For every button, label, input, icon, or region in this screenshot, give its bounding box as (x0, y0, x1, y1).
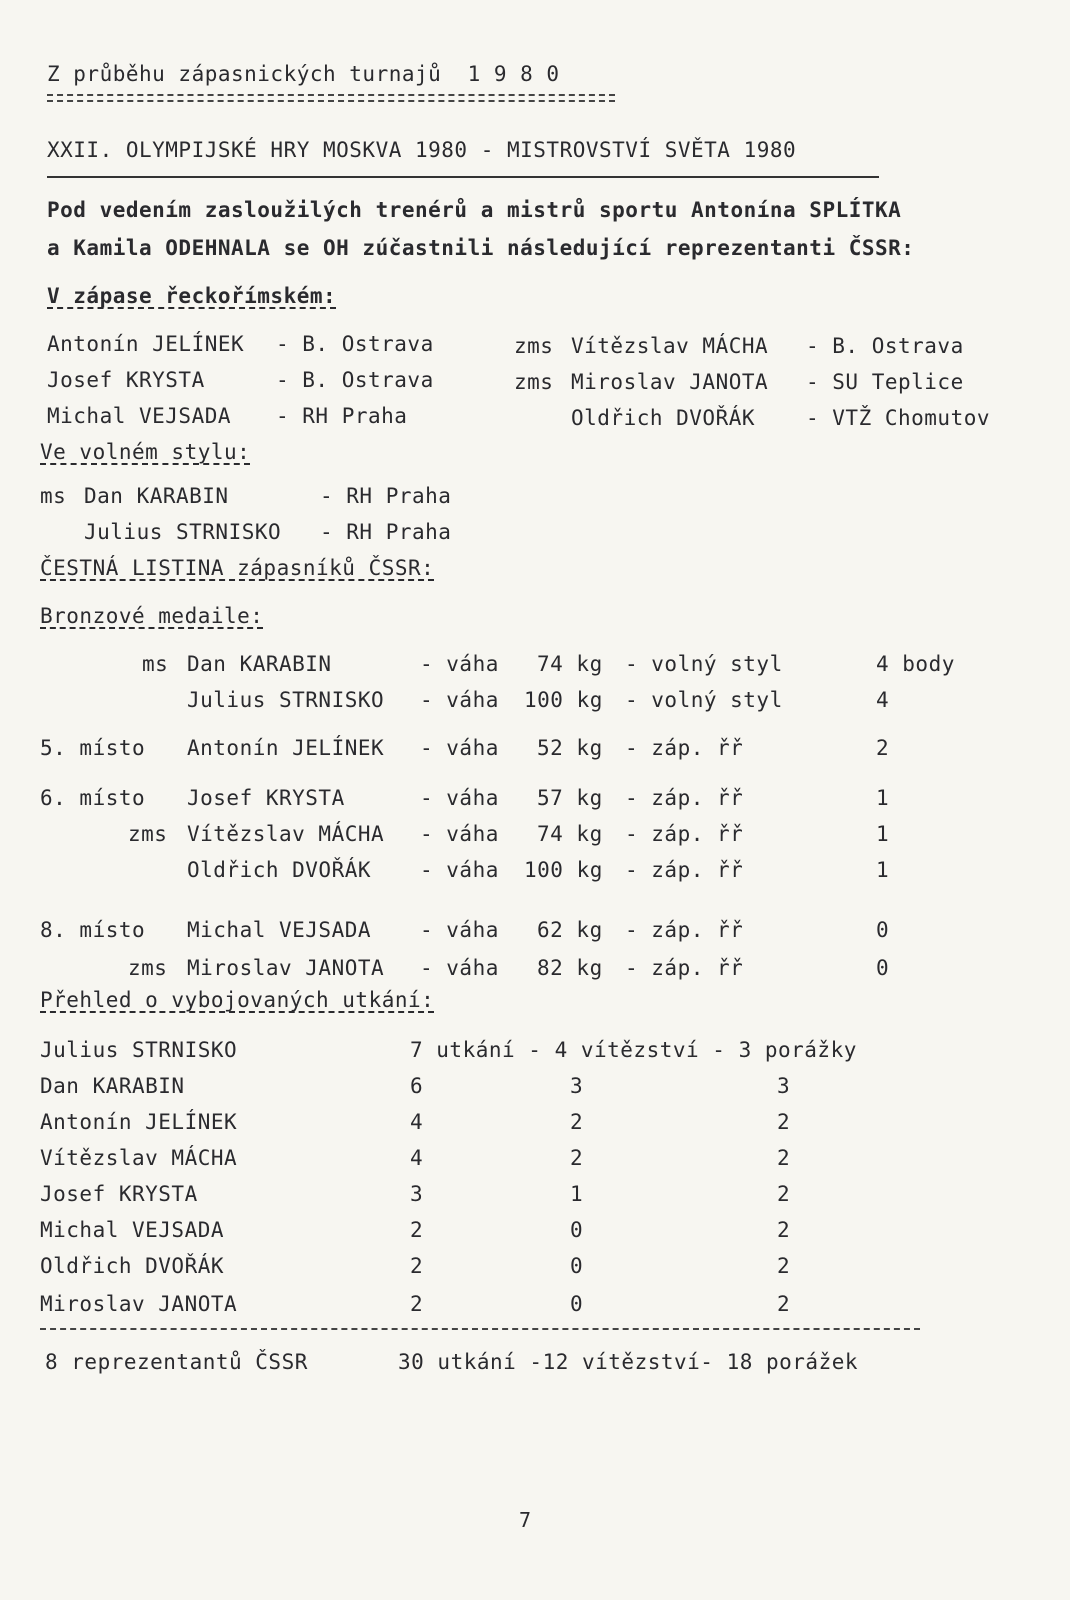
greco-right-name: Oldřich DVOŘÁK (571, 406, 756, 430)
greco-right-name: Vítězslav MÁCHA (571, 334, 769, 358)
title-double-rule (47, 94, 615, 102)
overview-heading: Přehled o vybojovaných utkání: (40, 988, 435, 1012)
overview-name: Oldřich DVOŘÁK (40, 1254, 225, 1278)
result-points: 0 (876, 918, 890, 942)
result-weight-label: - váha (420, 822, 499, 846)
overview-name: Vítězslav MÁCHA (40, 1146, 238, 1170)
document-title: Z průběhu zápasnických turnajů 1 9 8 0 (47, 62, 560, 86)
result-style: - volný styl (625, 652, 783, 676)
result-name: Miroslav JANOTA (187, 956, 385, 980)
result-prefix: zms (128, 956, 168, 980)
result-weight: 74 kg (537, 822, 603, 846)
result-weight: 57 kg (537, 786, 603, 810)
overview-name: Josef KRYSTA (40, 1182, 198, 1206)
overview-matches: 6 (410, 1074, 424, 1098)
freestyle-heading: Ve volném stylu: (40, 440, 251, 464)
result-weight-label: - váha (420, 918, 499, 942)
result-points: 1 (876, 786, 890, 810)
freestyle-name: Dan KARABIN (84, 484, 229, 508)
result-place: 6. místo (40, 786, 146, 810)
freestyle-prefix: ms (40, 484, 67, 508)
greco-right-club: - VTŽ Chomutov (806, 406, 991, 430)
overview-matches: 4 (410, 1146, 424, 1170)
result-style: - záp. řř (625, 786, 744, 810)
overview-name: Dan KARABIN (40, 1074, 185, 1098)
subtitle-rule (47, 176, 879, 178)
result-weight: 62 kg (537, 918, 603, 942)
result-name: Vítězslav MÁCHA (187, 822, 385, 846)
result-name: Dan KARABIN (187, 652, 332, 676)
result-weight: 100 kg (524, 688, 603, 712)
result-points: 4 body (876, 652, 955, 676)
result-weight-label: - váha (420, 858, 499, 882)
intro-line-1: Pod vedením zasloužilých trenérů a mistrů sportu Antonína SPLÍTKA (47, 198, 902, 222)
result-weight-label: - váha (420, 786, 499, 810)
result-weight-label: - váha (420, 736, 499, 760)
overview-losses: 2 (777, 1110, 791, 1134)
overview-losses: 2 (777, 1292, 791, 1316)
freestyle-club: - RH Praha (320, 520, 452, 544)
result-points: 4 (876, 688, 890, 712)
overview-matches: 2 (410, 1218, 424, 1242)
freestyle-name: Julius STRNISKO (84, 520, 282, 544)
greco-right-name: Miroslav JANOTA (571, 370, 769, 394)
overview-name: Julius STRNISKO (40, 1038, 238, 1062)
overview-matches: 4 (410, 1110, 424, 1134)
result-weight-label: - váha (420, 956, 499, 980)
overview-summary: 7 utkání - 4 vítězství - 3 porážky (410, 1038, 857, 1062)
result-style: - záp. řř (625, 956, 744, 980)
overview-matches: 3 (410, 1182, 424, 1206)
overview-name: Antonín JELÍNEK (40, 1110, 238, 1134)
overview-wins: 2 (570, 1146, 584, 1170)
result-place: 5. místo (40, 736, 146, 760)
greco-left-club: - B. Ostrava (276, 332, 434, 356)
greco-right-prefix: zms (514, 370, 554, 394)
greco-right-club: - SU Teplice (806, 370, 964, 394)
overview-losses: 2 (777, 1146, 791, 1170)
result-place: 8. místo (40, 918, 146, 942)
result-name: Julius STRNISKO (187, 688, 385, 712)
result-weight: 52 kg (537, 736, 603, 760)
overview-losses: 3 (777, 1074, 791, 1098)
result-weight-label: - váha (420, 652, 499, 676)
result-weight-label: - váha (420, 688, 499, 712)
total-summary: 30 utkání -12 vítězství- 18 porážek (398, 1350, 859, 1374)
result-points: 1 (876, 822, 890, 846)
greco-left-name: Josef KRYSTA (47, 368, 205, 392)
result-style: - volný styl (625, 688, 783, 712)
result-points: 2 (876, 736, 890, 760)
bronze-heading: Bronzové medaile: (40, 604, 264, 628)
overview-name: Michal VEJSADA (40, 1218, 225, 1242)
overview-matches: 2 (410, 1292, 424, 1316)
result-name: Oldřich DVOŘÁK (187, 858, 372, 882)
result-style: - záp. řř (625, 736, 744, 760)
overview-wins: 3 (570, 1074, 584, 1098)
result-points: 0 (876, 956, 890, 980)
result-points: 1 (876, 858, 890, 882)
greco-left-name: Michal VEJSADA (47, 404, 232, 428)
overview-wins: 0 (570, 1254, 584, 1278)
overview-wins: 0 (570, 1218, 584, 1242)
greco-heading: V zápase řeckořímském: (47, 284, 337, 308)
result-style: - záp. řř (625, 858, 744, 882)
result-name: Michal VEJSADA (187, 918, 372, 942)
overview-wins: 1 (570, 1182, 584, 1206)
greco-right-prefix: zms (514, 334, 554, 358)
greco-left-name: Antonín JELÍNEK (47, 332, 245, 356)
intro-line-2: a Kamila ODEHNALA se OH zúčastnili následující reprezentanti ČSSR: (47, 236, 915, 260)
freestyle-club: - RH Praha (320, 484, 452, 508)
overview-losses: 2 (777, 1218, 791, 1242)
result-weight: 74 kg (537, 652, 603, 676)
result-weight: 100 kg (524, 858, 603, 882)
honor-list-heading: ČESTNÁ LISTINA zápasníků ČSSR: (40, 556, 435, 580)
greco-right-club: - B. Ostrava (806, 334, 964, 358)
overview-losses: 2 (777, 1182, 791, 1206)
result-prefix: ms (142, 652, 169, 676)
total-label: 8 reprezentantů ČSSR (45, 1350, 308, 1374)
overview-wins: 2 (570, 1110, 584, 1134)
result-style: - záp. řř (625, 918, 744, 942)
page-number: 7 (519, 1508, 532, 1532)
overview-matches: 2 (410, 1254, 424, 1278)
greco-left-club: - B. Ostrava (276, 368, 434, 392)
result-prefix: zms (128, 822, 168, 846)
overview-losses: 2 (777, 1254, 791, 1278)
result-name: Josef KRYSTA (187, 786, 345, 810)
result-weight: 82 kg (537, 956, 603, 980)
greco-left-club: - RH Praha (276, 404, 408, 428)
result-style: - záp. řř (625, 822, 744, 846)
overview-name: Miroslav JANOTA (40, 1292, 238, 1316)
total-dashed-rule (40, 1328, 920, 1330)
section-subtitle: XXII. OLYMPIJSKÉ HRY MOSKVA 1980 - MISTROVSTVÍ SVĚTA 1980 (47, 138, 797, 162)
result-name: Antonín JELÍNEK (187, 736, 385, 760)
overview-wins: 0 (570, 1292, 584, 1316)
